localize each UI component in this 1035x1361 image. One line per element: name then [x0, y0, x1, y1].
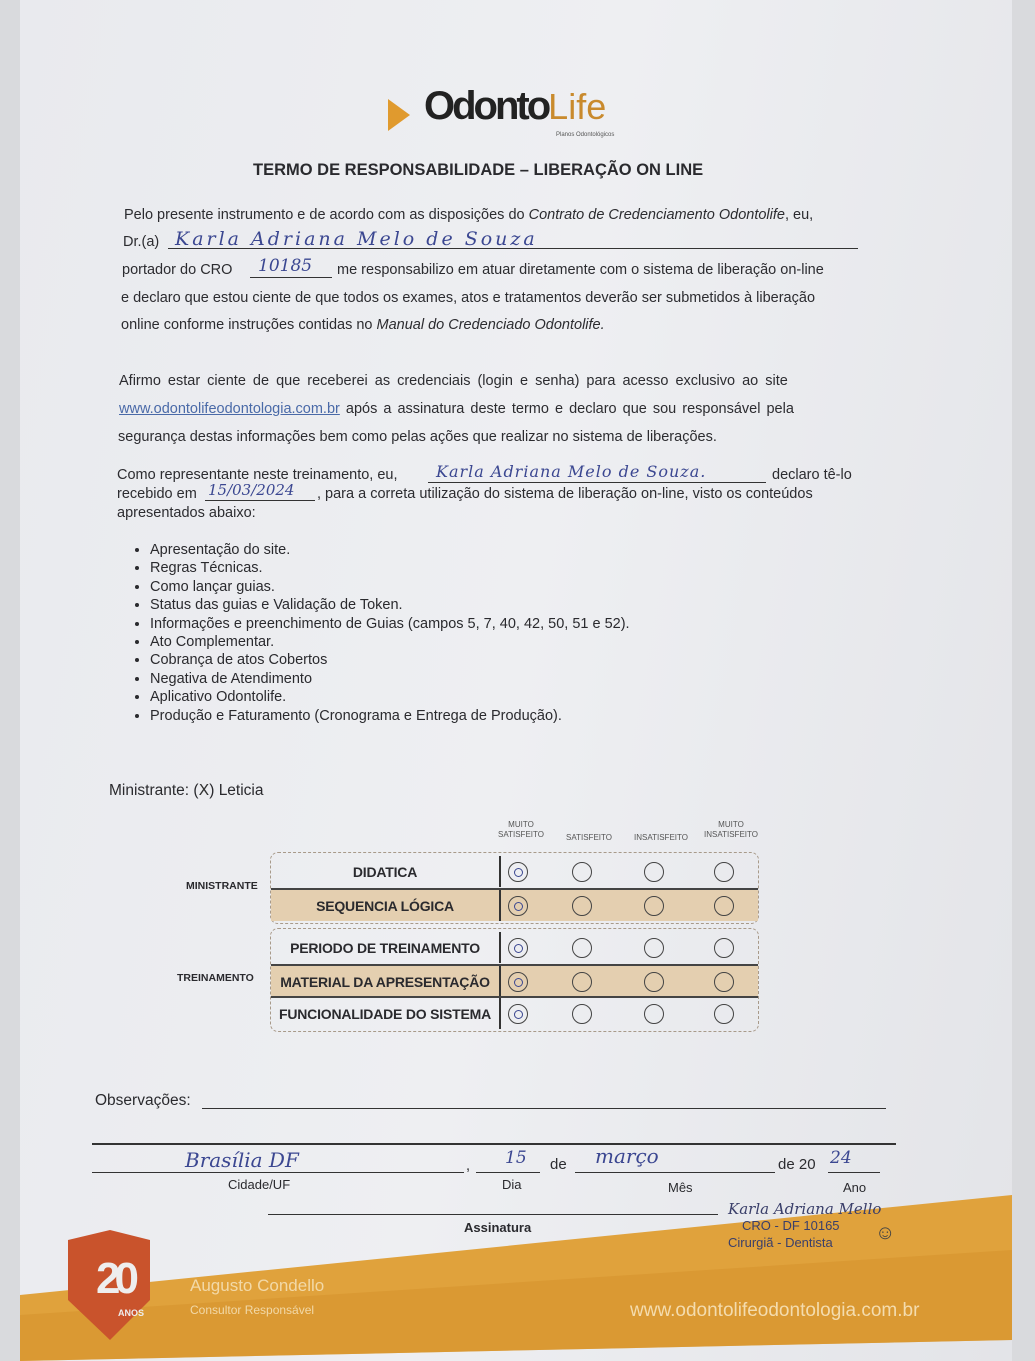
rating-radio[interactable]: [714, 862, 734, 882]
day-field[interactable]: 15: [505, 1148, 527, 1168]
survey-row-label: DIDATICA: [271, 856, 501, 887]
survey-row: [271, 964, 758, 997]
rating-radio[interactable]: [508, 896, 528, 916]
topics-list: [130, 542, 630, 726]
survey-column-header: INSATISFEITO: [634, 833, 688, 842]
rating-radio[interactable]: [572, 1004, 592, 1024]
rating-radio[interactable]: [508, 1004, 528, 1024]
observations-line: [92, 1143, 896, 1145]
survey-column-header: SATISFEITO: [566, 833, 612, 842]
rating-radio[interactable]: [714, 972, 734, 992]
year-field[interactable]: 24: [830, 1148, 852, 1168]
rating-radio[interactable]: [572, 896, 592, 916]
topic-item: • Como lançar guias.: [150, 579, 630, 595]
topic-item: • Status das guias e Validação de Token.: [150, 597, 630, 613]
topic-item: • Negativa de Atendimento: [150, 671, 630, 687]
topic-item: • Produção e Faturamento (Cronograma e Entrega de Produção).: [150, 708, 630, 724]
survey-group: [270, 852, 759, 924]
dr-name-field[interactable]: Karla Adriana Melo de Souza: [175, 228, 538, 250]
tooth-icon: ☺: [875, 1222, 896, 1244]
rating-radio[interactable]: [714, 1004, 734, 1024]
rating-radio[interactable]: [508, 972, 528, 992]
para1-line1: Pelo presente instrumento e de acordo com as disposições do Contrato de Credenciamento Odontolife, eu,: [124, 207, 814, 223]
survey-row-label: PERIODO DE TREINAMENTO: [271, 932, 501, 963]
anniversary-badge: 20: [96, 1254, 133, 1303]
stamp: Karla Adriana Mello CRO - DF 10165 Cirurgiã - Dentista: [728, 1200, 882, 1250]
topic-item: • Apresentação do site.: [150, 542, 630, 558]
topic-item: • Cobrança de atos Cobertos: [150, 652, 630, 668]
rating-radio[interactable]: [508, 938, 528, 958]
survey-column-header: MUITO INSATISFEITO: [704, 820, 758, 839]
signature-line: [268, 1214, 718, 1215]
document-title: TERMO DE RESPONSABILIDADE – LIBERAÇÃO ON LINE: [253, 161, 704, 179]
survey-row: [271, 888, 758, 921]
survey-group: [270, 928, 759, 1032]
survey-column-header: MUITO SATISFEITO: [498, 820, 544, 839]
rating-radio[interactable]: [508, 862, 528, 882]
ministrante-checkbox[interactable]: X: [198, 781, 210, 799]
rating-radio[interactable]: [644, 972, 664, 992]
rating-radio[interactable]: [644, 862, 664, 882]
logo: OdontoLife Planos Odontológicos: [388, 84, 606, 131]
survey-row-label: SEQUENCIA LÓGICA: [271, 890, 501, 921]
site-link[interactable]: www.odontolifeodontologia.com.br: [119, 401, 340, 417]
training-date-field[interactable]: 15/03/2024: [208, 481, 295, 499]
rating-radio[interactable]: [714, 938, 734, 958]
survey-row-label: FUNCIONALIDADE DO SISTEMA: [271, 998, 501, 1029]
survey-row: [271, 932, 758, 963]
survey-group-label: MINISTRANTE: [186, 880, 258, 892]
rating-radio[interactable]: [644, 896, 664, 916]
logo-mark-icon: [388, 99, 410, 131]
topic-item: • Aplicativo Odontolife.: [150, 689, 630, 705]
survey-group-label: TREINAMENTO: [177, 972, 254, 984]
survey-row: [271, 996, 758, 1029]
topic-item: • Informações e preenchimento de Guias (campos 5, 7, 40, 42, 50, 51 e 52).: [150, 616, 630, 632]
rating-radio[interactable]: [714, 896, 734, 916]
ministrante-line: Ministrante: (X) Leticia: [109, 781, 264, 799]
rating-radio[interactable]: [572, 938, 592, 958]
cro-field[interactable]: 10185: [258, 256, 313, 276]
survey-row-label: MATERIAL DA APRESENTAÇÃO: [271, 966, 501, 997]
topic-item: • Regras Técnicas.: [150, 560, 630, 576]
month-field[interactable]: março: [595, 1144, 659, 1168]
topic-item: • Ato Complementar.: [150, 634, 630, 650]
rating-radio[interactable]: [572, 972, 592, 992]
rating-radio[interactable]: [644, 1004, 664, 1024]
rating-radio[interactable]: [572, 862, 592, 882]
representative-name-field[interactable]: Karla Adriana Melo de Souza.: [436, 462, 707, 481]
footer-site: www.odontolifeodontologia.com.br: [630, 1300, 920, 1321]
rating-radio[interactable]: [644, 938, 664, 958]
city-field[interactable]: Brasília DF: [185, 1148, 299, 1172]
survey-row: [271, 856, 758, 887]
